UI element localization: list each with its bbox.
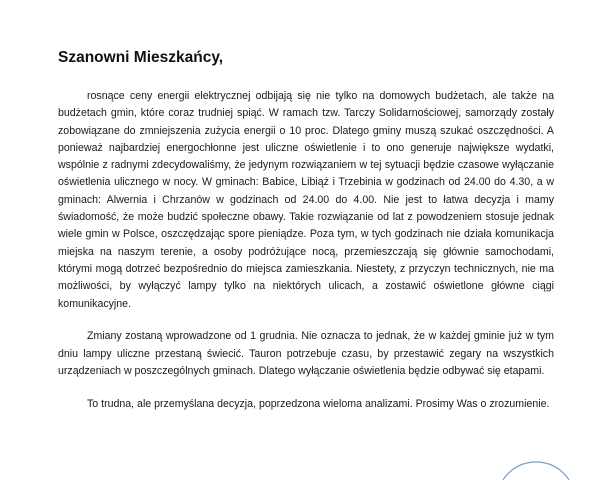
letter-body — [58, 88, 554, 413]
letter-greeting: Szanowni Mieszkańcy, — [58, 49, 224, 66]
paragraph-implementation-date: Zmiany zostaną wprowadzone od 1 grudnia. Nie oznacza to jednak, że w każdej gminie już w tym dniu lampy uliczne przestaną świecić. Tauron potrzebuje czasu, by przestawić zegary na wszystkich urządzeniach w poszczególnych gminach. Dlatego wyłączanie oświetlenia będzie odbywać się etapami. — [58, 330, 554, 377]
stamp-seal-icon — [496, 460, 576, 480]
paragraph-energy-costs: rosnące ceny energii elektrycznej odbijają się nie tylko na domowych budżetach, ale także na budżetach gmin, które coraz trudniej spiąć. W ramach tzw. Tarczy Solidarnościowej, samorządy zostały zobowiązane do zmniejszenia zużycia energii o 10 proc. Dlatego gminy muszą szukać oszczędności. A ponieważ najbardziej energochłonne jest uliczne oświetlenie i to ono generuje największe wydatki, wspólnie z radnymi zdecydowaliśmy, że jedynym rozwiązaniem w tej sytuacji będzie czasowe wyłączanie oświetlenia ulicznego w nocy. W gminach: Babice, Libiąż i Trzebinia w godzinach od 24.00 do 4.30, a w gminach: Alwernia i Chrzanów w godzinach od 24.00 do 4.00. Nie jest to łatwa decyzja i mamy świadomość, że może budzić społeczne obawy. Takie rozwiązanie od lat z powodzeniem stosuje jednak wiele gmin w Polsce, oszczędzając spore pieniądze. Poza tym, w tych godzinach nie działa komunikacja miejska na naszym terenie, a osoby podróżujące nocą, przemieszczają się głównie samochodami, którymi mogą dotrzeć bezpośrednio do miejsca zamieszkania. Niestety, z przyczyn technicznych, nie ma możliwości, by wyłączyć lampy tylko na niektórych ulicach, a zostawić oświetlone główne ciągi komunikacyjne. — [58, 90, 554, 310]
stamp-arc-outline — [498, 462, 574, 480]
paragraph-closing-request: To trudna, ale przemyślana decyzja, poprzedzona wieloma analizami. Prosimy Was o zrozumienie. — [87, 397, 550, 410]
